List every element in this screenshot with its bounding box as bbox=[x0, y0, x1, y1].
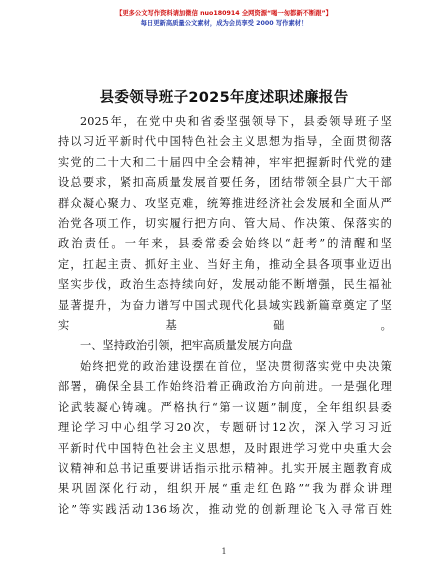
intro-line: 坚实步伐，政治生态持续向好，发展动能不断增强，民生福祉 bbox=[58, 278, 392, 292]
section-line: 始终把党的政治建设摆在首位，坚决贯彻落实党中央决策 bbox=[80, 359, 392, 373]
intro-line: 定，扛起主责、抓好主业、当好主角，推动全县各项事业迈出 bbox=[58, 257, 392, 271]
section-line: 理论学习中心组学习20次，专题研讨12次，深入学习习近 bbox=[58, 421, 392, 435]
section-line: 论”等实践活动136场次，推动党的创新理论飞入寻常百姓 bbox=[58, 502, 392, 516]
intro-line: 持以习近平新时代中国特色社会主义思想为指导，全面贯彻落 bbox=[58, 135, 392, 149]
promo-banner-line-1: 【更多公文写作资料请加微信 nuo180914 全网资源“喝一匆都新不断跟”】 bbox=[116, 10, 332, 17]
intro-line: 2025年，在党中央和省委坚强领导下，县委领导班子坚 bbox=[80, 115, 392, 128]
section-line: 论武装凝心铸魂。严格执行“第一议题”制度，全年组织县委 bbox=[58, 400, 392, 414]
section-line: 果巩固深化行动，组织开展“重走红色路”“我为群众讲理 bbox=[58, 482, 392, 496]
intro-line: 群众凝心聚力、攻坚克难，统筹推进经济社会发展和全面从严 bbox=[58, 196, 392, 210]
section-paragraph bbox=[58, 357, 392, 520]
intro-line: 设总要求，紧扣高质量发展首要任务，团结带领全县广大干部 bbox=[58, 176, 392, 190]
section-line: 平新时代中国特色社会主义思想，及时跟进学习党中央重大会 bbox=[58, 441, 392, 455]
promo-banner-line-2: 每日更新高质量公文素材，成为会员享受 2000 写作素材！ bbox=[140, 20, 308, 27]
document-title: 县委领导班子2025年度述职述廉报告 bbox=[99, 90, 349, 106]
section-heading: 一、坚持政治引领，把牢高质量发展方向盘 bbox=[80, 339, 293, 353]
section-line: 部署，确保全县工作始终沿着正确政治方向前进。一是强化理 bbox=[58, 380, 392, 394]
section-line: 议精神和总书记重要讲话指示批示精神。扎实开展主题教育成 bbox=[58, 461, 392, 475]
intro-line: 实基础。 bbox=[58, 319, 392, 333]
document-body bbox=[58, 112, 392, 520]
intro-line: 显著提升，为奋力谱写中国式现代化县域实践新篇章奠定了坚 bbox=[58, 298, 392, 312]
intro-line: 治党各项工作，切实履行把方向、管大局、作决策、保落实的 bbox=[58, 217, 392, 231]
intro-line: 实党的二十大和二十届四中全会精神，牢牢把握新时代党的建 bbox=[58, 155, 392, 169]
intro-paragraph bbox=[58, 112, 392, 336]
page-number: 1 bbox=[221, 547, 227, 556]
intro-line: 政治责任。一年来，县委常委会始终以“赶考”的清醒和坚 bbox=[58, 237, 392, 251]
